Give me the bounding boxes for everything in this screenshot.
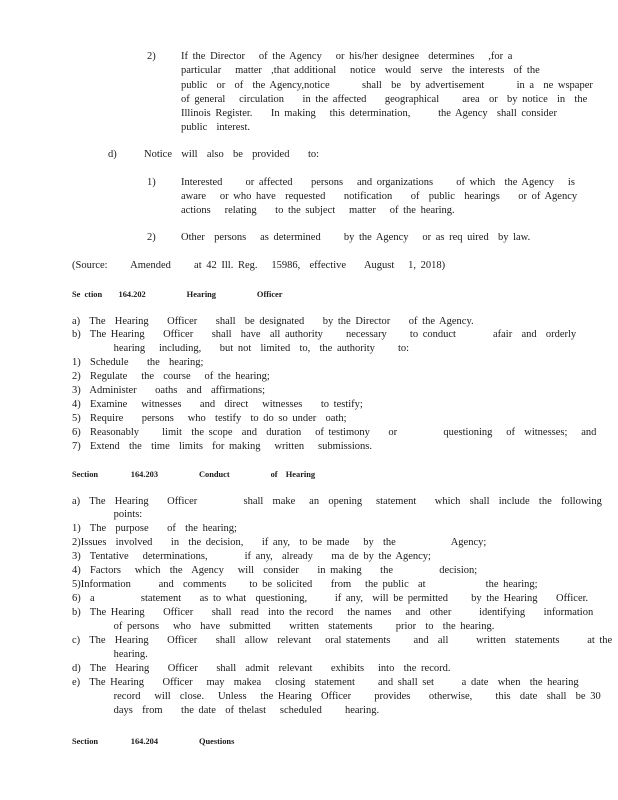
item-d-text: Notice will also be provided to: <box>144 149 320 160</box>
section-203-line: hearing. <box>72 649 148 660</box>
section-203-line: c) The Hearing Officer shall allow relevant oral statements and all written statements at the <box>72 635 613 646</box>
section-202-heading: Se ction 164.202 Hearing Officer <box>72 290 283 299</box>
item-2-line: particular matter ,that additional notice would serve the interests of the <box>181 65 540 76</box>
section-203-line: b) The Hearing Officer shall read into the record the names and other identifying information <box>72 607 594 618</box>
item-2-line: Illinois Register. In making this determination, the Agency shall consider <box>181 108 557 119</box>
section-203-line: 1) The purpose of the hearing; <box>72 523 237 534</box>
section-202-line: 3) Administer oaths and affirmations; <box>72 385 266 396</box>
section-202-line: 1) Schedule the hearing; <box>72 357 204 368</box>
section-203-line: 5)Information and comments to be solicited from the public at the hearing; <box>72 579 538 590</box>
section-203-line: a) The Hearing Officer shall make an opening statement which shall include the following <box>72 496 602 507</box>
section-203-line: e) The Hearing Officer may makea closing statement and shall set a date when the hearing <box>72 677 579 688</box>
section-202-line: 7) Extend the time limits for making written submissions. <box>72 441 372 452</box>
section-203-line: days from the date of thelast scheduled hearing. <box>72 705 380 716</box>
item-d-sub1-number: 1) <box>147 177 156 188</box>
item-d-sub2-text: Other persons as determined by the Agency or as req uired by law. <box>181 232 531 243</box>
section-203-line: 2)Issues involved in the decision, if any, to be made by the Agency; <box>72 537 487 548</box>
section-202-line: hearing including, but not limited to, the authority to: <box>72 343 410 354</box>
section-203-line: points: <box>72 509 143 520</box>
section-203-line: 3) Tentative determinations, if any, already ma de by the Agency; <box>72 551 431 562</box>
section-202-line: 6) Reasonably limit the scope and duration of testimony or questioning of witnesses; and <box>72 427 597 438</box>
source-note: (Source: Amended at 42 Ill. Reg. 15986, effective August 1, 2018) <box>72 260 446 271</box>
item-2-number: 2) <box>147 51 156 62</box>
section-202-line: 2) Regulate the course of the hearing; <box>72 371 270 382</box>
item-d-sub2-number: 2) <box>147 232 156 243</box>
section-203-line: 4) Factors which the Agency will consider in making the decision; <box>72 565 478 576</box>
section-203-heading: Section 164.203 Conduct of Hearing <box>72 470 316 479</box>
item-2-line: public or of the Agency,notice shall be by advertisement in a ne wspaper <box>181 80 593 91</box>
section-203-line: record will close. Unless the Hearing Officer provides otherwise, this date shall be 30 <box>72 691 601 702</box>
item-d-sub1-line: aware or who have requested notification of public hearings or of Agency <box>181 191 578 202</box>
section-202-line: 4) Examine witnesses and direct witnesses to testify; <box>72 399 363 410</box>
item-2-line: public interest. <box>181 122 251 133</box>
item-d-sub1-line: actions relating to the subject matter of the hearing. <box>181 205 455 216</box>
section-202-line: a) The Hearing Officer shall be designated by the Director of the Agency. <box>72 316 474 327</box>
item-2-line: If the Director of the Agency or his/her designee determines ,for a <box>181 51 513 62</box>
item-2-line: of general circulation in the affected geographical area or by notice in the <box>181 94 588 105</box>
section-203-line: d) The Hearing Officer shall admit relevant exhibits into the record. <box>72 663 451 674</box>
section-202-line: 5) Require persons who testify to do so under oath; <box>72 413 347 424</box>
section-202-line: b) The Hearing Officer shall have all authority necessary to conduct afair and orderly <box>72 329 577 340</box>
section-203-line: 6) a statement as to what questioning, if any, will be permitted by the Hearing Officer. <box>72 593 589 604</box>
item-d-sub1-line: Interested or affected persons and organizations of which the Agency is <box>181 177 575 188</box>
section-204-heading: Section 164.204 Questions <box>72 737 235 746</box>
item-d-letter: d) <box>108 149 117 160</box>
section-203-line: of persons who have submitted written statements prior to the hearing. <box>72 621 495 632</box>
